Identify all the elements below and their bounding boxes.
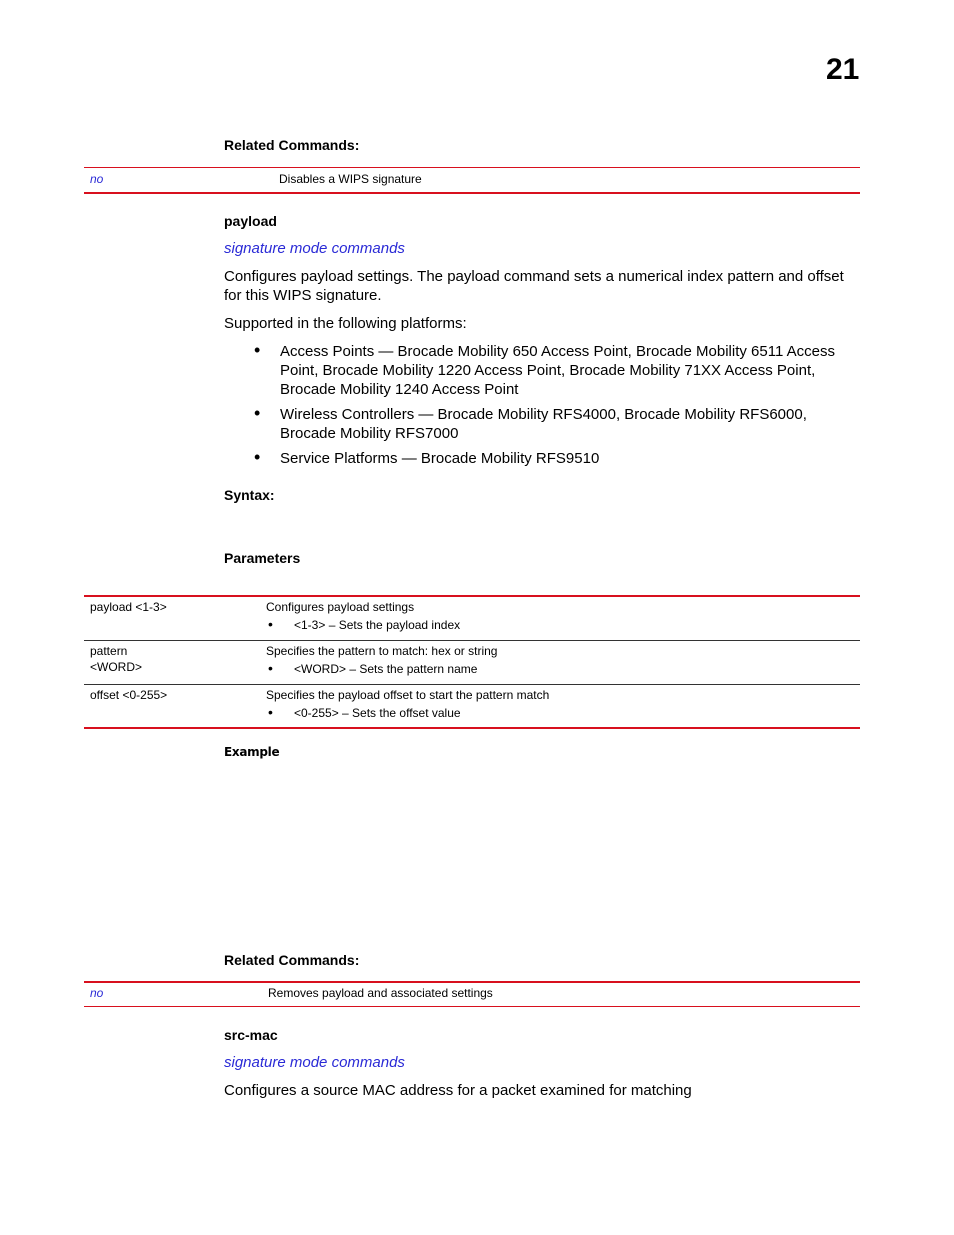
- param-option: <WORD> – Sets the pattern name: [294, 662, 478, 676]
- platform-item: • Wireless Controllers — Brocade Mobility RFS4000, Brocade Mobility RFS6000, Brocade Mobility RFS7000: [254, 405, 866, 443]
- command-link-no[interactable]: no: [90, 986, 104, 1000]
- bullet-icon: •: [268, 660, 273, 676]
- section-title-payload: payload: [224, 213, 277, 229]
- mode-link[interactable]: signature mode commands: [224, 240, 405, 257]
- platform-list: [254, 342, 866, 474]
- table-row: [84, 983, 860, 1006]
- payload-description: Configures payload settings. The payload command sets a numerical index pattern and offset for this WIPS signature.: [224, 268, 844, 304]
- table-bottom-rule: [84, 192, 860, 194]
- param-description: Configures payload settings: [266, 600, 415, 614]
- param-description: Specifies the payload offset to start the pattern match: [266, 688, 550, 702]
- param-description: Specifies the pattern to match: hex or string: [266, 644, 498, 658]
- chapter-number: 21: [826, 53, 860, 86]
- mode-link[interactable]: signature mode commands: [224, 1054, 405, 1071]
- command-description: Removes payload and associated settings: [268, 986, 493, 1000]
- command-link-no[interactable]: no: [90, 172, 104, 186]
- param-table-bottom-rule: [84, 727, 860, 729]
- bullet-icon: •: [268, 616, 273, 632]
- param-option: <0-255> – Sets the offset value: [294, 706, 461, 720]
- param-name: pattern <WORD>: [90, 644, 143, 674]
- section-title-src-mac: src-mac: [224, 1027, 278, 1043]
- platform-item: • Access Points — Brocade Mobility 650 Access Point, Brocade Mobility 6511 Access Point, Brocade Mobility 1220 Access Point, Brocade Mobility 71XX Access Point, Brocade Mobility 1240 Access Point: [254, 342, 866, 399]
- param-name: offset <0-255>: [90, 688, 168, 702]
- syntax-heading: Syntax:: [224, 487, 275, 503]
- table-row: [84, 641, 860, 684]
- table-bottom-rule: [84, 1006, 860, 1007]
- example-heading: Example: [224, 745, 280, 759]
- platform-item: • Service Platforms — Brocade Mobility RFS9510: [254, 449, 866, 468]
- param-option: <1-3> – Sets the payload index: [294, 618, 461, 632]
- parameters-heading: Parameters: [224, 550, 301, 566]
- table-row: [84, 685, 860, 727]
- related-commands-heading: Related Commands:: [224, 137, 360, 153]
- platforms-intro: Supported in the following platforms:: [224, 315, 467, 332]
- param-name: payload <1-3>: [90, 600, 167, 614]
- related-commands-heading: Related Commands:: [224, 952, 360, 968]
- table-row: [84, 168, 860, 192]
- command-description: Disables a WIPS signature: [279, 172, 422, 186]
- bullet-icon: •: [268, 704, 273, 720]
- table-row: [84, 597, 860, 640]
- src-mac-description: Configures a source MAC address for a packet examined for matching: [224, 1082, 692, 1099]
